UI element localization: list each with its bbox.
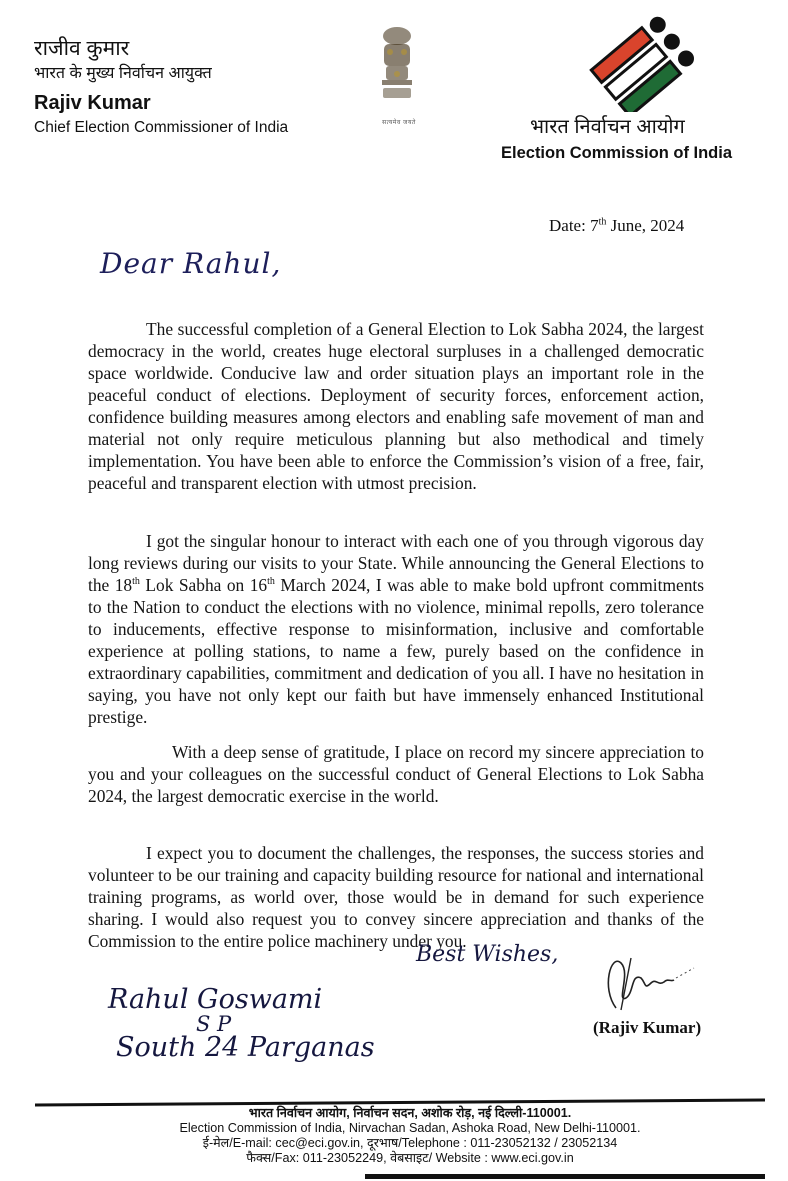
sender-block [34, 36, 288, 140]
footer-bottom-rule [365, 1174, 765, 1179]
recipient-name: Rahul Goswami [108, 984, 323, 1015]
signature-icon [596, 948, 696, 1018]
sender-name: Rajiv Kumar [34, 92, 151, 114]
footer-address-english: Election Commission of India, Nirvachan Sadan, Ashoka Road, New Delhi-110001. [179, 1121, 641, 1135]
org-name: Election Commission of India [501, 144, 733, 162]
eci-logo-icon [582, 12, 700, 112]
paragraph-4-text: I expect you to document the challenges, the responses, the success stories and volunteer to be our training and capacity building resource for national and international training programs, as world over, those would be in demand for such experience sharing. I would also request you to convey sincere appreciation and thanks of the Commission to the entire police machinery under you. [88, 843, 704, 951]
paragraph-1 [88, 318, 704, 494]
salutation: Dear Rahul, [100, 247, 282, 280]
paragraph-2-part-b: Lok Sabha on 16 [139, 575, 268, 595]
paragraph-2-part-a: I got the singular honour to interact with each one of you through vigorous day long reviews during our visits to your State. While announcing the General Elections to the 18 [88, 531, 704, 595]
ordinal-suffix: th [267, 576, 275, 588]
paragraph-4 [88, 842, 704, 952]
footer-address [90, 1106, 730, 1166]
recipient-district: South 24 Parganas [116, 1032, 375, 1063]
recipient-post: S P [196, 1012, 232, 1036]
paragraph-3-text: With a deep sense of gratitude, I place on record my sincere appreciation to you and your colleagues on the successful conduct of General Elections to Lok Sabha 2024, the largest democratic exercise in the world. [88, 742, 704, 806]
footer-contact-phone: ई-मेल/E-mail: cec@eci.gov.in, दूरभाष/Telephone : 011-23052132 / 23052134 [202, 1136, 618, 1150]
closing-best-wishes: Best Wishes, [416, 942, 559, 967]
national-emblem-icon [366, 22, 428, 122]
sender-title: Chief Election Commissioner of India [34, 119, 289, 136]
ordinal-suffix: th [132, 576, 140, 588]
footer-address-hindi: भारत निर्वाचन आयोग, निर्वाचन सदन, अशोक रोड़, नई दिल्ली-110001. [248, 1106, 572, 1120]
signatory-name: (Rajiv Kumar) [593, 1018, 702, 1037]
paragraph-2 [88, 530, 704, 728]
footer-contact-fax-website: फैक्स/Fax: 011-23052249, वेबसाइट/ Website : www.eci.gov.in [246, 1151, 574, 1165]
paragraph-2-part-c: March 2024, I was able to make bold upfront commitments to the Nation to conduct the elections with no violence, minimal repolls, zero tolerance to inducements, effective response to misinformation, inclusive and comfortable experience at polling stations, to name a few, purely based on the confidence in extraordinary capabilities, commitment and dedication of you all. I have no hesitation in saying, you have not only kept our faith but have immensely enhanced Institutional prestige. [88, 575, 704, 727]
emblem-caption: सत्यमेव जयते [382, 120, 416, 126]
org-name-hindi: भारत निर्वाचन आयोग [530, 116, 685, 138]
date-label: Date: [549, 216, 591, 235]
recipient-block [108, 985, 375, 1063]
date-rest: June, 2024 [606, 216, 685, 235]
paragraph-2-text [88, 530, 704, 728]
paragraph-3 [88, 741, 704, 807]
paragraph-1-text: The successful completion of a General Election to Lok Sabha 2024, the largest democracy in the world, creates huge electoral surpluses in a challenged democratic space worldwide. Conducive law and order situation plays an important role in the peaceful conduct of elections. Deployment of security forces, enforcement action, confidence building measures among electors and enabling safe movement of man and material not only require meticulous planning but also methodical and timely implementation. You have been able to enforce the Commission’s vision of a free, fair, peaceful and transparent election with utmost precision. [88, 319, 704, 493]
date-day-suffix: th [598, 216, 607, 228]
date-day: 7 [590, 216, 599, 235]
sender-name-hindi: राजीव कुमार [34, 37, 130, 60]
sender-title-hindi: भारत के मुख्य निर्वाचन आयुक्त [34, 65, 212, 82]
letter-date [549, 216, 684, 236]
